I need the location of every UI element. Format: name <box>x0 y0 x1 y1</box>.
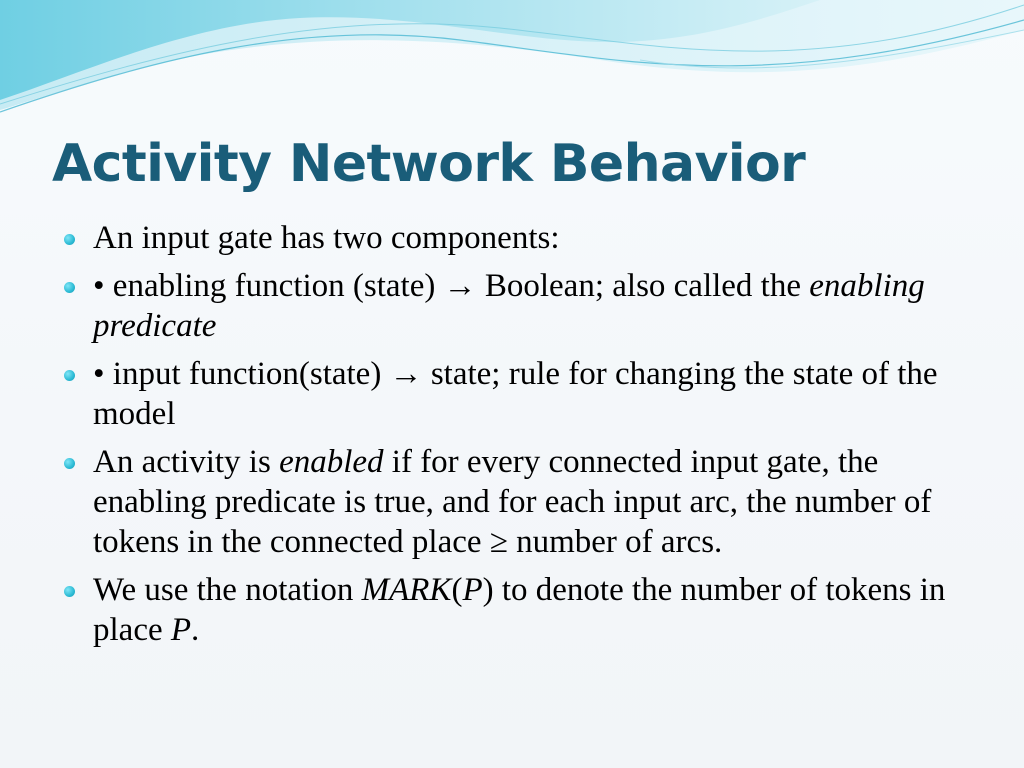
bullet-item <box>62 354 982 434</box>
bullet-item <box>62 218 982 258</box>
bullet-dot-icon <box>64 370 75 381</box>
bullet-text: An activity is <box>93 444 280 480</box>
bullet-text: An input gate has two components: <box>93 220 560 256</box>
bullet-text: if for every connected input gate, the enabling predicate is true, and for each input arc, the number of tokens in the connected place ≥ number of arcs. <box>93 444 932 560</box>
bullet-dot-icon <box>64 282 75 293</box>
bullet-text: . <box>191 612 200 648</box>
bullet-emphasis: enabling predicate <box>93 268 925 344</box>
bullet-item <box>62 570 982 650</box>
bullet-dot-icon <box>64 234 75 245</box>
bullet-text: We use the notation <box>93 572 362 608</box>
bullet-item <box>62 442 982 562</box>
bullet-dot-icon <box>64 458 75 469</box>
bullet-list <box>62 218 982 658</box>
bullet-emphasis: P <box>170 612 192 648</box>
bullet-text: • input function(state) → state; rule for changing the state of the model <box>93 356 938 432</box>
bullet-dot-icon <box>64 586 75 597</box>
bullet-text: • enabling function (state) → Boolean; also called the <box>93 268 810 304</box>
slide-title: Activity Network Behavior <box>52 134 806 194</box>
bullet-text: ) to denote the number of tokens in place <box>93 572 946 648</box>
bullet-item <box>62 266 982 346</box>
bullet-emphasis: P <box>462 572 483 608</box>
header-wave-decoration <box>0 0 1024 130</box>
bullet-emphasis: MARK <box>361 572 452 608</box>
bullet-emphasis: enabled <box>279 444 384 480</box>
bullet-text: ( <box>451 572 463 608</box>
